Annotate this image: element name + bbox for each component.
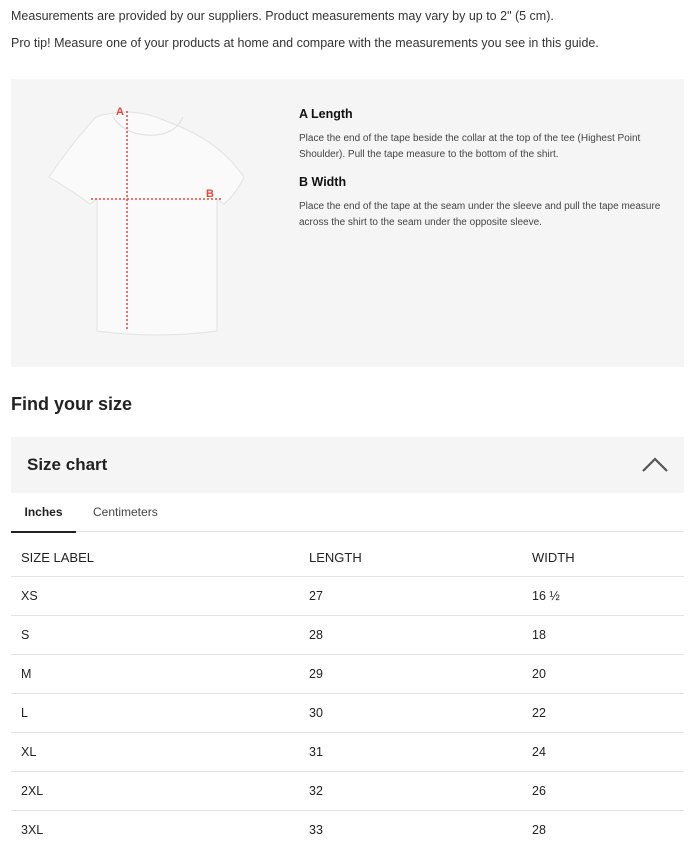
tshirt-measurement-image: [41, 99, 266, 344]
table-row: [11, 655, 684, 694]
table-header-row: [11, 538, 684, 577]
cell-width: 16 ½: [522, 577, 684, 616]
cell-size: M: [11, 655, 299, 694]
cell-size: L: [11, 694, 299, 733]
cell-length: 31: [299, 733, 522, 772]
width-title: B Width: [299, 175, 669, 189]
tab-centimeters[interactable]: Centimeters: [93, 505, 158, 519]
cell-size: XS: [11, 577, 299, 616]
unit-tabs: [11, 493, 684, 532]
cell-length: 32: [299, 772, 522, 811]
find-your-size-heading: Find your size: [11, 394, 132, 415]
cell-width: 24: [522, 733, 684, 772]
chevron-up-icon[interactable]: [640, 453, 670, 477]
cell-width: 22: [522, 694, 684, 733]
table-row: [11, 772, 684, 811]
guide-instructions: [299, 107, 669, 243]
cell-length: 27: [299, 577, 522, 616]
cell-length: 33: [299, 811, 522, 849]
size-chart-title: Size chart: [27, 455, 107, 475]
table-row: [11, 811, 684, 849]
size-table: [11, 538, 684, 849]
table-row: [11, 577, 684, 616]
table-row: [11, 694, 684, 733]
size-chart-header[interactable]: [11, 437, 684, 493]
marker-b-label: B: [206, 188, 214, 200]
intro-text-pro-tip: Pro tip! Measure one of your products at home and compare with the measurements you see in this guide.: [11, 36, 599, 50]
cell-width: 28: [522, 811, 684, 849]
intro-text-suppliers: Measurements are provided by our suppliers. Product measurements may vary by up to 2" (5 cm).: [11, 9, 554, 23]
header-size-label: SIZE LABEL: [11, 538, 299, 577]
cell-width: 26: [522, 772, 684, 811]
measurement-guide: [11, 79, 684, 367]
length-title: A Length: [299, 107, 669, 121]
cell-size: 2XL: [11, 772, 299, 811]
header-width: WIDTH: [522, 538, 684, 577]
length-description: Place the end of the tape beside the collar at the top of the tee (Highest Point Shoulder). Pull the tape measure to the bottom of the shirt.: [299, 131, 669, 163]
cell-size: XL: [11, 733, 299, 772]
cell-width: 18: [522, 616, 684, 655]
table-row: [11, 616, 684, 655]
width-description: Place the end of the tape at the seam under the sleeve and pull the tape measure across the shirt to the seam under the opposite sleeve.: [299, 199, 669, 231]
cell-size: 3XL: [11, 811, 299, 849]
tab-inches[interactable]: Inches: [11, 505, 76, 533]
cell-length: 29: [299, 655, 522, 694]
cell-length: 28: [299, 616, 522, 655]
cell-length: 30: [299, 694, 522, 733]
marker-a-label: A: [116, 106, 124, 118]
cell-size: S: [11, 616, 299, 655]
cell-width: 20: [522, 655, 684, 694]
header-length: LENGTH: [299, 538, 522, 577]
table-row: [11, 733, 684, 772]
